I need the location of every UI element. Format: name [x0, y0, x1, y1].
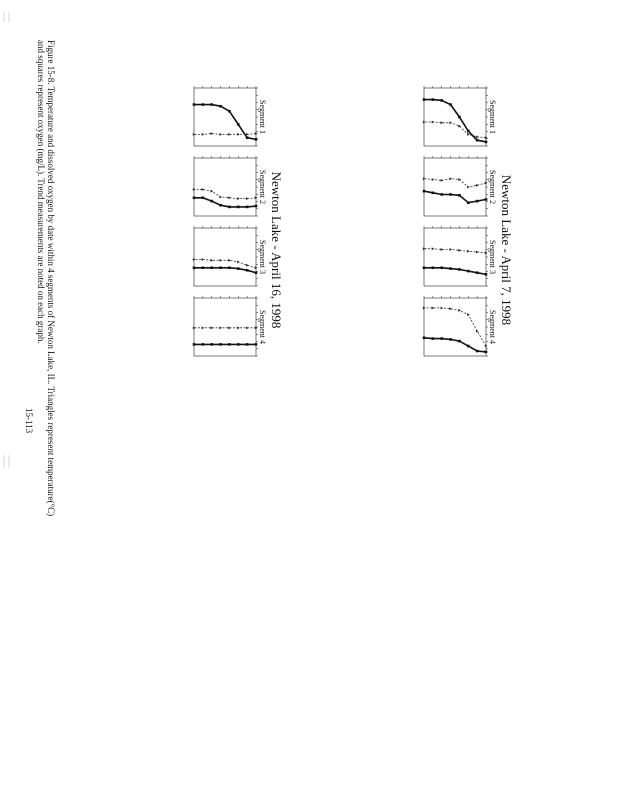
temperature-marker — [211, 132, 214, 135]
oxygen-marker — [210, 200, 213, 203]
oxygen-marker — [246, 343, 249, 346]
temperature-marker — [432, 178, 435, 181]
plot-frame — [424, 298, 486, 356]
oxygen-marker — [237, 267, 240, 270]
figure-title-top: Newton Lake - April 7, 1998 — [499, 174, 514, 326]
panel-label: Segment 3 — [488, 240, 497, 274]
oxygen-marker — [485, 273, 488, 276]
oxygen-marker — [440, 193, 443, 196]
temperature-marker — [202, 258, 205, 261]
temperature-marker — [432, 306, 435, 309]
temperature-marker — [449, 177, 452, 180]
temperature-marker — [441, 121, 444, 124]
temperature-marker — [432, 247, 435, 250]
oxygen-marker — [476, 139, 479, 142]
temperature-marker — [202, 188, 205, 191]
temperature-marker — [211, 190, 214, 193]
figure-caption-line2: and squares represent oxygen (mg/L). Trend measurements are noted on each graph. — [36, 40, 46, 344]
oxygen-marker — [485, 141, 488, 144]
oxygen-marker — [423, 266, 426, 269]
oxygen-marker — [485, 351, 488, 354]
oxygen-marker — [246, 206, 249, 209]
oxygen-marker — [219, 343, 222, 346]
plot-frame — [424, 158, 486, 216]
temperature-marker — [219, 195, 222, 198]
profile-panel — [193, 156, 267, 216]
temperature-marker — [219, 133, 222, 136]
temperature-marker — [476, 184, 479, 187]
temperature-marker — [237, 197, 240, 200]
oxygen-marker — [467, 201, 470, 204]
temperature-marker — [219, 259, 222, 262]
oxygen-marker — [255, 138, 258, 141]
temperature-marker — [246, 326, 249, 329]
temperature-marker — [202, 133, 205, 136]
oxygen-marker — [485, 198, 488, 201]
oxygen-marker — [210, 266, 213, 269]
oxygen-marker — [255, 205, 258, 208]
temperature-marker — [458, 309, 461, 312]
panel-label: Segment 2 — [488, 170, 497, 204]
rotated-content — [24, 40, 514, 516]
oxygen-marker — [219, 266, 222, 269]
oxygen-marker — [193, 196, 196, 199]
oxygen-marker — [237, 206, 240, 209]
scan-edge-marks — [4, 12, 9, 468]
figure-title-bottom: Newton Lake - April 16, 1998 — [269, 171, 284, 329]
temperature-marker — [228, 259, 231, 262]
temperature-marker — [202, 326, 205, 329]
oxygen-marker — [432, 266, 435, 269]
profile-panel — [193, 226, 267, 286]
panel-label: Segment 3 — [258, 240, 267, 274]
profile-panel — [423, 296, 497, 356]
oxygen-marker — [458, 116, 461, 119]
oxygen-marker — [449, 338, 452, 341]
profile-panel — [423, 86, 497, 146]
temperature-marker — [449, 307, 452, 310]
panel-label: Segment 1 — [258, 100, 267, 134]
temperature-series-line — [424, 122, 486, 138]
oxygen-marker — [458, 194, 461, 197]
oxygen-marker — [458, 268, 461, 271]
temperature-marker — [476, 330, 479, 333]
oxygen-series-line — [424, 100, 486, 142]
oxygen-marker — [449, 193, 452, 196]
oxygen-marker — [228, 343, 231, 346]
oxygen-marker — [255, 343, 258, 346]
oxygen-marker — [237, 343, 240, 346]
oxygen-marker — [423, 98, 426, 101]
oxygen-marker — [458, 340, 461, 343]
panel-label: Segment 2 — [258, 170, 267, 204]
oxygen-marker — [193, 343, 196, 346]
oxygen-marker — [467, 270, 470, 273]
temperature-marker — [467, 250, 470, 253]
oxygen-marker — [246, 269, 249, 272]
oxygen-marker — [423, 190, 426, 193]
oxygen-marker — [228, 266, 231, 269]
oxygen-marker — [440, 266, 443, 269]
oxygen-marker — [476, 350, 479, 353]
oxygen-marker — [432, 337, 435, 340]
oxygen-marker — [202, 343, 205, 346]
temperature-marker — [237, 326, 240, 329]
oxygen-marker — [449, 103, 452, 106]
temperature-marker — [246, 264, 249, 267]
oxygen-marker — [440, 99, 443, 102]
oxygen-marker — [202, 196, 205, 199]
temperature-marker — [449, 121, 452, 124]
temperature-marker — [246, 133, 249, 136]
temperature-marker — [467, 186, 470, 189]
oxygen-marker — [467, 130, 470, 133]
oxygen-marker — [202, 266, 205, 269]
profile-panel — [423, 226, 497, 286]
temperature-marker — [476, 135, 479, 138]
figure-caption-line1: Figure 15-8. Temperature and dissolved oxygen by date within 4 segments of Newton Lake, IL. Triangles represent temperature(°C) — [46, 40, 56, 517]
plot-frame — [194, 228, 256, 286]
oxygen-marker — [440, 337, 443, 340]
oxygen-marker — [210, 343, 213, 346]
panel-label: Segment 4 — [258, 310, 267, 344]
temperature-marker — [476, 251, 479, 254]
oxygen-marker — [476, 271, 479, 274]
panels-group — [193, 86, 497, 356]
temperature-marker — [441, 179, 444, 182]
temperature-marker — [449, 248, 452, 251]
oxygen-marker — [193, 266, 196, 269]
temperature-marker — [228, 326, 231, 329]
profile-panel — [193, 296, 267, 356]
oxygen-marker — [193, 103, 196, 106]
temperature-marker — [246, 197, 249, 200]
temperature-marker — [228, 133, 231, 136]
oxygen-marker — [228, 110, 231, 113]
oxygen-marker — [432, 98, 435, 101]
temperature-marker — [228, 196, 231, 199]
profile-panel — [193, 86, 267, 146]
oxygen-marker — [219, 204, 222, 207]
oxygen-marker — [423, 336, 426, 339]
temperature-marker — [458, 249, 461, 252]
temperature-marker — [441, 248, 444, 251]
oxygen-marker — [237, 123, 240, 126]
panel-label: Segment 1 — [488, 100, 497, 134]
temperature-marker — [211, 259, 214, 262]
panel-label: Segment 4 — [488, 310, 497, 344]
temperature-marker — [211, 326, 214, 329]
temperature-marker — [441, 306, 444, 309]
oxygen-marker — [467, 345, 470, 348]
oxygen-marker — [476, 200, 479, 203]
oxygen-marker — [255, 271, 258, 274]
oxygen-marker — [228, 206, 231, 209]
plot-frame — [424, 228, 486, 286]
temperature-marker — [432, 120, 435, 123]
page-number: 15-113 — [24, 408, 34, 434]
oxygen-marker — [202, 103, 205, 106]
oxygen-marker — [219, 105, 222, 108]
oxygen-marker — [246, 136, 249, 139]
temperature-marker — [219, 326, 222, 329]
oxygen-marker — [432, 192, 435, 195]
temperature-marker — [237, 133, 240, 136]
profile-panel — [423, 156, 497, 216]
oxygen-marker — [449, 267, 452, 270]
temperature-marker — [237, 260, 240, 263]
oxygen-marker — [210, 103, 213, 106]
